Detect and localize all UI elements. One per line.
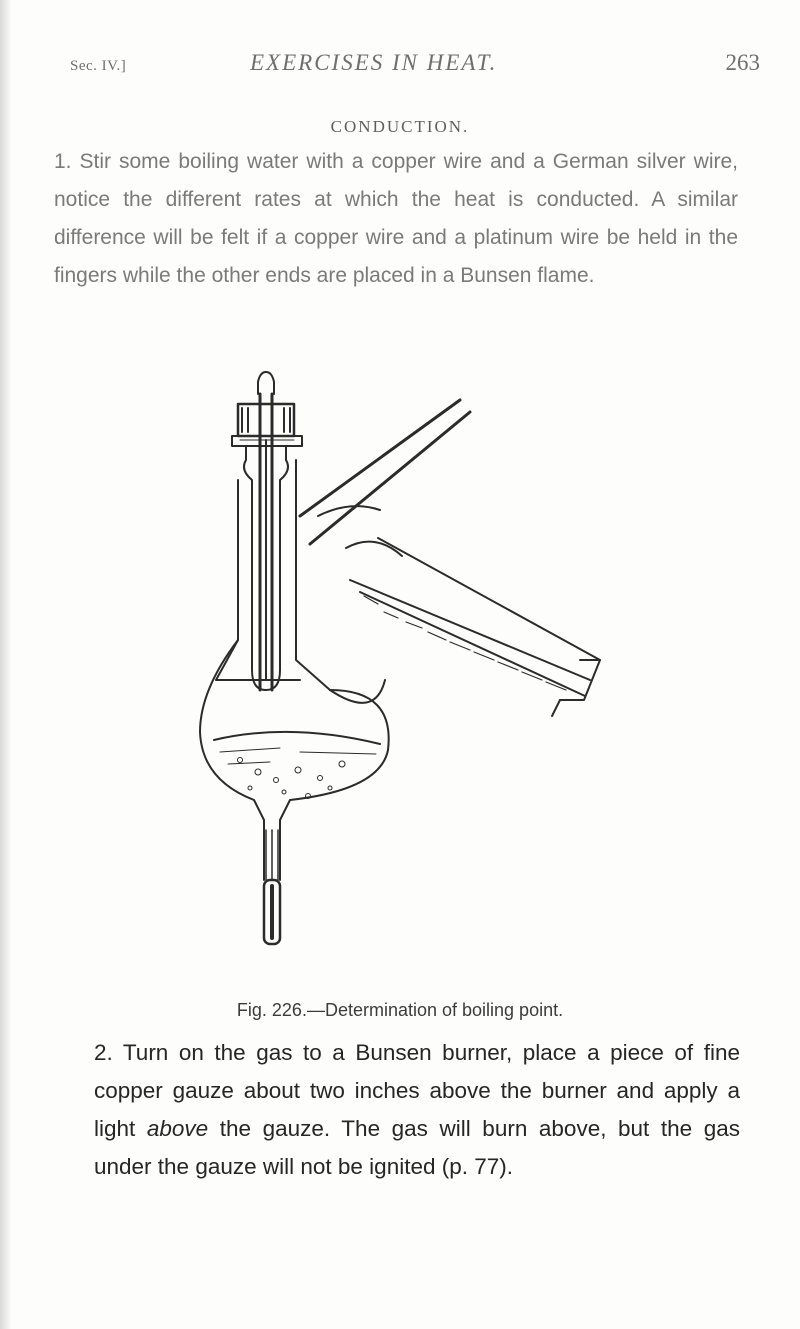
water-surface [214,732,380,744]
figure-caption: Fig. 226.—Determination of boiling point. [236,1000,564,1020]
apparatus-drawing [180,360,640,1000]
paragraph-2-emphasis: above [146,1116,209,1141]
paragraph-1-number: 1. [54,150,72,173]
page-number: 263 [725,50,760,75]
paragraph-2-text-after: the gauze. The gas will burn above, but the gas under the gauze will not be ignited (p. 77). [94,1116,741,1179]
boiling-point-apparatus-illustration [180,360,640,1000]
paragraph-2 [94,1034,740,1186]
running-head-title: EXERCISES IN HEAT. [250,50,498,75]
paragraph-2-text-before: Turn on the gas to a Bunsen burner, place a piece of fine copper gauze about two inches above the burner and apply a light [94,1040,740,1141]
page-gutter [0,0,12,1329]
stopper [238,404,294,436]
flask-bulb [200,640,264,880]
running-head-section: Sec. IV.] [70,58,127,74]
running-head [70,50,760,90]
thermometer-top [258,372,274,394]
section-heading: CONDUCTION. [330,117,470,136]
side-tube [300,400,460,516]
bubble [238,758,243,763]
paragraph-1 [54,143,738,295]
paragraph-2-number: 2. [94,1040,113,1065]
flask-neck [216,480,300,680]
paragraph-1-text: Stir some boiling water with a copper wire and a German silver wire, notice the different rates at which the heat is conducted. A similar difference will be felt if a copper wire and a platinum wire be held in the fingers while the other ends are placed in a Bunsen flame. [54,150,738,287]
